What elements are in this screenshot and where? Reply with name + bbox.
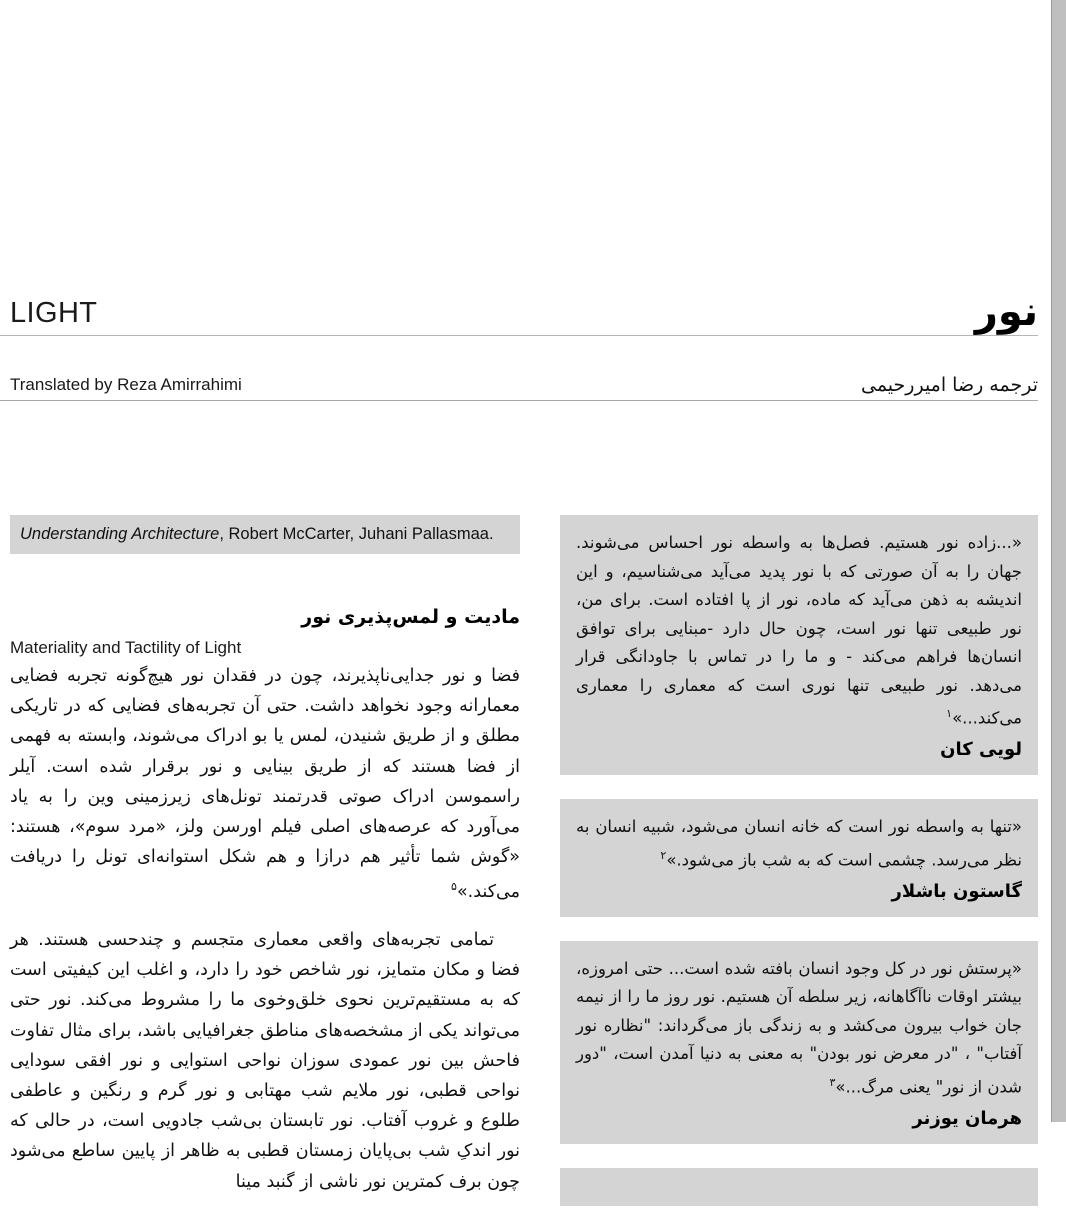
right-column xyxy=(560,515,1038,1206)
section-heading-persian: مادیت و لمس‌پذیری نور xyxy=(301,606,520,628)
quote-author-2: گاستون باشلار xyxy=(891,880,1022,902)
body-paragraph-1 xyxy=(10,661,520,907)
quote-text-2 xyxy=(576,813,1022,875)
source-book-title: Understanding Architecture xyxy=(20,525,220,543)
page-title-persian: نور xyxy=(974,289,1038,335)
quote-text-1 xyxy=(576,529,1022,733)
translator-divider-rule xyxy=(0,400,1038,401)
page-header xyxy=(0,289,1038,337)
source-citation-box xyxy=(10,515,520,554)
body-paragraph-1-text: فضا و نور جدایی‌ناپذیرند، چون در فقدان نور هیچ‌گونه تجربه فضایی معمارانه وجود نخواهد داشت. حتی آن تجربه‌های فضایی که در تاریکی مطلق و از طریق شنیدن، لمس یا بو ادراک می‌شوند، وابسته به فهمی از فضا هستند که از طریق بینایی و نور برقرار شده است. آیلر راسموسن ادراک صوتی قدرتمند تونل‌های زیرزمینی وین را به یاد می‌آورد که عرصه‌های اصلی فیلم اورسن ولز، «مرد سوم»، هستند: «گوش شما تأثیر هم درازا و هم شکل استوانه‌ای تونل را دریافت می‌کند.» xyxy=(10,666,520,903)
scrollbar-divider xyxy=(1051,0,1052,1122)
quote-footnote-marker-3: ۳ xyxy=(829,1075,836,1089)
translator-credit xyxy=(0,373,1038,403)
quote-box-2 xyxy=(560,799,1038,917)
quote-footnote-marker-1: ۱ xyxy=(946,707,953,720)
quote-author-3: هرمان یوزنر xyxy=(912,1107,1022,1129)
quote-body-1: «...زاده نور هستیم. فصل‌ها به واسطه نور احساس می‌شوند. جهان را به آن صورتی که با نور پدید می‌آید می‌شناسیم، و این اندیشه به ذهن می‌آید که ماده، نور از پا افتاده است. برای من، نور طبیعی تنها نور است، چون حال دارد -مبنایی برای توافق انسان‌ها فراهم می‌کند - و ما را در تماس با جاودانگی قرار می‌دهد. نور طبیعی تنها نوری است که معماری را معماری می‌کند...» xyxy=(576,533,1022,728)
quote-box-1 xyxy=(560,515,1038,775)
scrollbar-track[interactable] xyxy=(1052,0,1066,1122)
body-paragraph-2: تمامی تجربه‌های واقعی معماری متجسم و چندحسی هستند. هر فضا و مکان متمایز، نور شاخص خود را دارد، و اغلب این کیفیتی است که به مستقیم‌ترین نحوی خلق‌وخوی ما را مشروط می‌کند. نور حتی می‌تواند یکی از مشخصه‌های مناطق جغرافیایی باشد، برای مثال تفاوت فاحش بین نور عمودی سوزان نواحی استوایی و نور افقی سودایی نواحی قطبی، نور ملایم شب مهتابی و نور گرم و رنگین و عاطفی طلوع و غروب آفتاب. نور تابستان بی‌شب جادویی است، در حالی که نور اندکِ شب بی‌پایان زمستان قطبی به ظاهر از پایین ساطع می‌شود چون برف کمترین نور ناشی از گنبد مینا xyxy=(10,929,520,1192)
translator-english: Translated by Reza Amirrahimi xyxy=(10,375,242,394)
quote-box-4-partial xyxy=(560,1168,1038,1206)
translator-persian: ترجمه رضا امیررحیمی xyxy=(860,374,1038,396)
source-authors: , Robert McCarter, Juhani Pallasmaa. xyxy=(219,525,494,543)
footnote-marker-5: ۵ xyxy=(451,880,457,894)
quote-body-3: «پرستش نور در کل وجود انسان بافته شده است... حتی امروزه، بیشتر اوقات ناآگاهانه، زیر سلطه آن هستیم. نور روز ما را از نیمه جان خواب بیرون می‌کشد و به زندگی باز می‌گرداند: "نظاره نور آفتاب" ، "در معرض نور بودن" به معنی به دنیا آمدن است، "دور شدن از نور" یعنی مرگ...» xyxy=(576,958,1022,1096)
header-divider-rule xyxy=(0,335,1038,336)
left-column xyxy=(10,515,520,1214)
page-title-english: LIGHT xyxy=(10,297,98,329)
quote-body-2: «تنها به واسطه نور است که خانه انسان می‌شود، شبیه انسان به نظر می‌رسد. چشمی است که به شب باز می‌شود.» xyxy=(576,817,1022,869)
quote-footnote-marker-2: ۲ xyxy=(660,848,667,862)
quote-box-3 xyxy=(560,941,1038,1144)
section-heading-english: Materiality and Tactility of Light xyxy=(10,638,242,657)
quote-text-3 xyxy=(576,955,1022,1102)
quote-author-1: لویی کان xyxy=(940,739,1022,760)
scrollbar-region[interactable] xyxy=(1046,0,1066,1122)
